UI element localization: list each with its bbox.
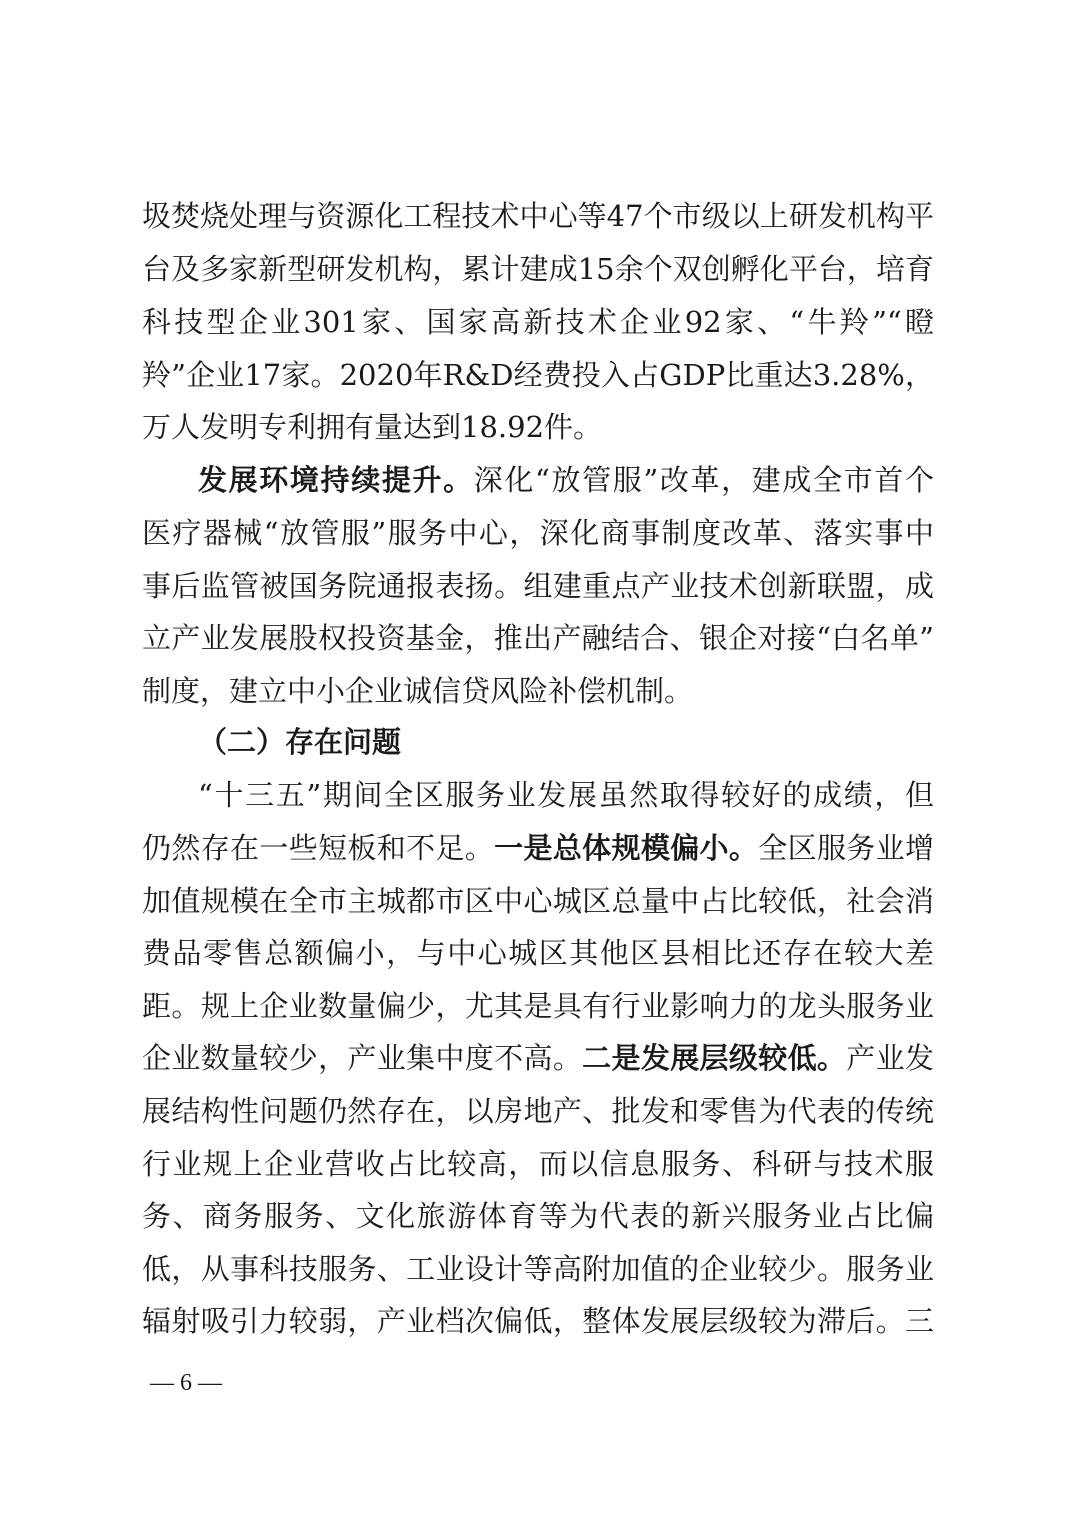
text-span: 全区服务业增	[758, 831, 934, 865]
text-line: 行业规上企业营收占比较高，而以信息服务、科研与技术服	[142, 1147, 934, 1181]
bold-lead-scale: 一是总体规模偏小。	[494, 831, 759, 865]
text-line: 务、商务服务、文化旅游体育等为代表的新兴服务业占比偏	[142, 1199, 934, 1233]
text-line: 台及多家新型研发机构，累计建成15余个双创孵化平台，培育	[142, 252, 934, 286]
text-span: 深化“放管服”改革，建成全市首个	[473, 463, 934, 497]
text-line: 辐射吸引力较弱，产业档次偏低，整体发展层级较为滞后。三	[142, 1304, 934, 1338]
text-line: “十三五”期间全区服务业发展虽然取得较好的成绩，但	[198, 778, 934, 812]
text-span: 产业发	[846, 1041, 934, 1075]
page-number: — 6 —	[150, 1370, 222, 1396]
paragraph-environment	[198, 460, 934, 500]
section-heading: （二）存在问题	[198, 725, 402, 759]
text-line: 医疗器械“放管服”服务中心，深化商事制度改革、落实事中	[142, 516, 934, 550]
text-line: 立产业发展股权投资基金，推出产融结合、银企对接“白名单”	[142, 621, 934, 655]
text-line: 加值规模在全市主城都市区中心城区总量中占比较低，社会消	[142, 884, 934, 918]
text-span: 仍然存在一些短板和不足。	[142, 831, 495, 865]
paragraph-problems	[142, 828, 934, 868]
text-line: 距。规上企业数量偏少，尤其是具有行业影响力的龙头服务业	[142, 989, 934, 1023]
text-line: 科技型企业301家、国家高新技术企业92家、“牛羚”“瞪	[142, 305, 934, 339]
text-span: 企业数量较少，产业集中度不高。	[142, 1041, 583, 1075]
text-line	[142, 1038, 934, 1078]
bold-lead-level: 二是发展层级较低。	[582, 1041, 847, 1075]
text-line: 低，从事科技服务、工业设计等高附加值的企业较少。服务业	[142, 1252, 934, 1286]
text-line: 展结构性问题仍然存在，以房地产、批发和零售为代表的传统	[142, 1094, 934, 1128]
text-line: 费品零售总额偏小，与中心城区其他区县相比还存在较大差	[142, 936, 934, 970]
text-line: 制度，建立中小企业诚信贷风险补偿机制。	[142, 674, 694, 708]
bold-lead-environment: 发展环境持续提升。	[198, 463, 474, 497]
text-line: 羚”企业17家。2020年R&D经费投入占GDP比重达3.28%，	[142, 358, 934, 392]
text-line: 圾焚烧处理与资源化工程技术中心等47个市级以上研发机构平	[142, 199, 934, 233]
text-line: 万人发明专利拥有量达到18.92件。	[142, 410, 603, 444]
text-line: 事后监管被国务院通报表扬。组建重点产业技术创新联盟，成	[142, 569, 934, 603]
